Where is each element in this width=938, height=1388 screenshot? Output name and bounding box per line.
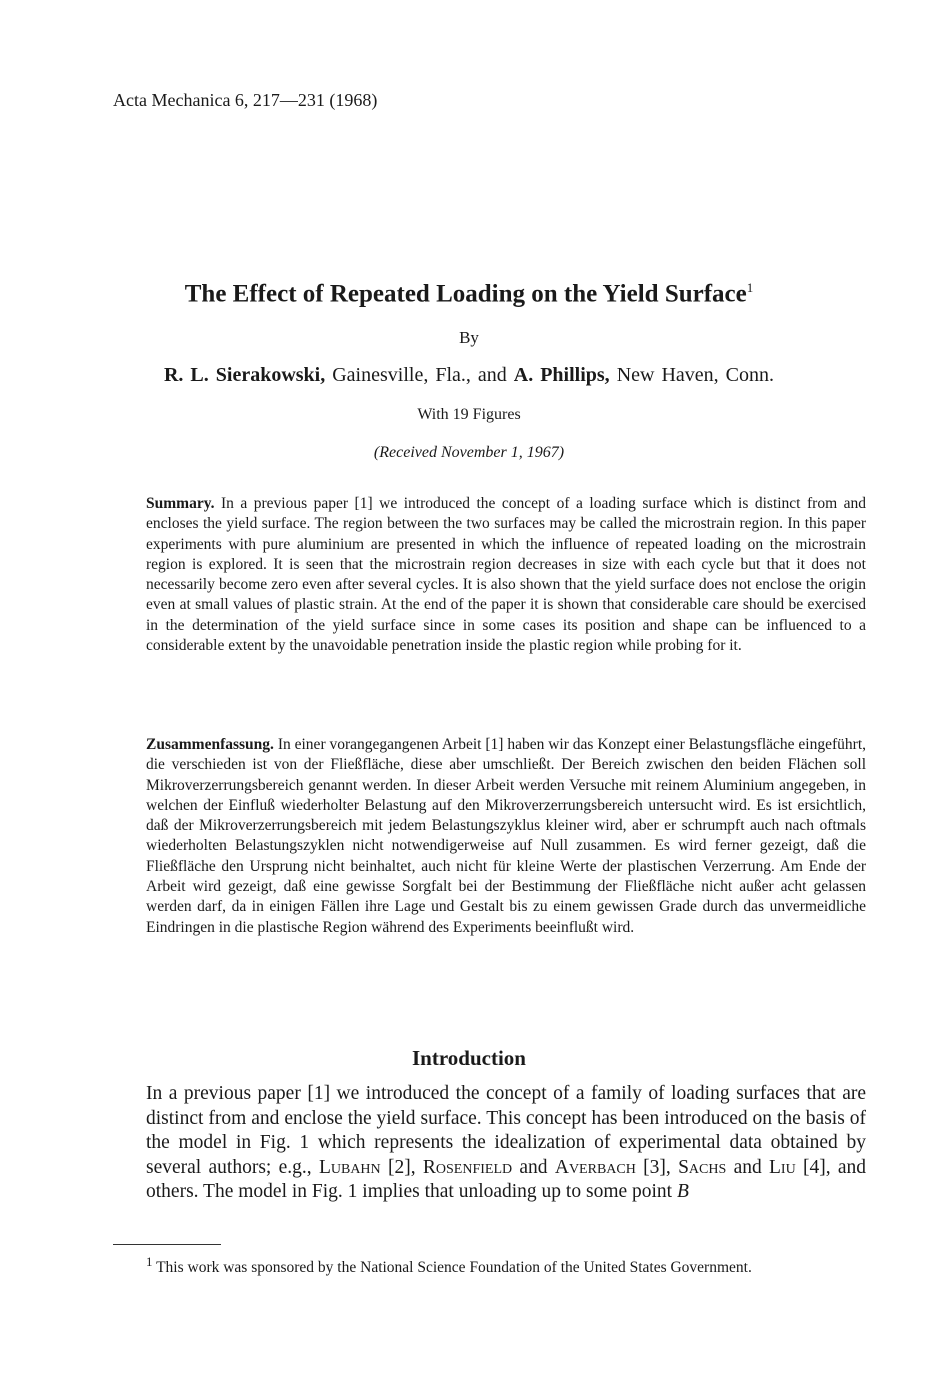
by-line: By [459,328,479,347]
ref-number-3: [3], [643,1156,671,1178]
zusammenfassung-text: In einer vorangegangenen Arbeit [1] haben wir das Konzept einer Belastungsfläche eingeführt, die verschieden ist von der Fließfläche, diese aber umschließt. Der Bereich zwischen den beiden Flächen soll Mikroverzerrungsbereich genannt werden. In dieser Arbeit werden Versuche mit reinem Aluminium angegeben, in welchen der Einfluß wiederholter Belastung auf den Mikroverzerrungsbereich untersucht wird. Es ist ersichtlich, daß der Mikroverzerrungsbereich mit jedem Belastungszyklus kleiner wird, aber er schrumpft auch nach oftmals wiederholten Belastungszyklen nicht notwendigerweise auf Null zusammen. Es wird ferner gezeigt, daß die Fließfläche den Ursprung nicht beinhaltet, auch nicht für kleine Werte der plastischen Verzerrung. Am Ende der Arbeit wird gezeigt, daß eine gewisse Sorgfalt bei der Bestimmung der Fließfläche nicht außer acht gelassen werden darf, da in einigen Fällen ihre Lage und Gestalt bis zu einem gewissen Grade durch das unvermeidliche Eindringen in die plastische Region während des Experiments beeinflußt wird. [146,736,866,936]
summary-label: Summary. [146,495,215,512]
point-label-b: B [676,1181,689,1202]
summary-paragraph [113,494,866,656]
conjunction-and-2: and [733,1156,762,1178]
title-text: The Effect of Repeated Loading on the Yield Surface [184,280,747,308]
ref-author-sachs: Sachs [678,1156,727,1178]
intro-text-end: others. The model in Fig. 1 implies that unloading up to some point [146,1181,673,1202]
section-heading-introduction: Introduction [412,1046,526,1070]
author-1-name: R. L. Sierakowski, [163,364,326,386]
intro-text-start: In a previous paper [1] we introduced the concept of a family of loading surfaces that are distinct from and enclose the yield surface. This concept has been introduced on the basis of the model in Fig. 1 which represents the idealization of experimental data obtained by several authors; e.g., [146,1083,866,1178]
ref-author-liu: Liu [769,1156,796,1178]
zusammenfassung-label: Zusammenfassung. [146,736,274,753]
author-1-place: Gainesville, Fla., [332,364,471,386]
footnote [113,1252,868,1278]
received-date: (Received November 1, 1967) [373,444,565,461]
summary-text: In a previous paper [1] we introduced the concept of a loading surface which is distinct from and encloses the yield surface. The region between the two surfaces may be called the microstrain region. In this paper experiments with pure aluminium are presented in which the influence of repeated loading on the microstrain region is explored. It is seen that the microstrain region decreases in size with each cycle but that it does not necessarily become zero even after several cycles. It is also shown that the yield surface does not enclose the origin even at small values of plastic strain. At the end of the paper it is shown that considerable care should be exercised in the determination of the yield surface since in some cases its position and shape can be influenced to a considerable extent by the unavoidable penetration inside the plastic region while probing for it. [146,495,866,655]
ref-author-lubahn: Lubahn [318,1156,381,1178]
ref-number-4: [4], and [803,1156,867,1178]
author-2-place: New Haven, Conn. [616,364,774,386]
conjunction-and-1: and [519,1156,548,1178]
paper-title [0,280,938,308]
footnote-mark: 1 [146,1254,153,1269]
zusammenfassung-paragraph [113,735,866,938]
ref-author-rosenfield: Rosenfield [422,1156,513,1178]
author-conjunction: and [477,364,507,386]
figures-note: With 19 Figures [417,406,521,423]
introduction-paragraph [113,1082,866,1205]
ref-number-2: [2], [387,1156,416,1178]
journal-citation: Acta Mechanica 6, 217—231 (1968) [113,90,378,110]
author-line [0,364,938,387]
title-footnote-mark: 1 [746,280,754,295]
footnote-divider [113,1244,221,1245]
footnote-text: This work was sponsored by the National Science Foundation of the United States Government. [156,1259,752,1277]
ref-author-averbach: Averbach [554,1156,636,1178]
author-2-name: A. Phillips, [513,364,610,386]
